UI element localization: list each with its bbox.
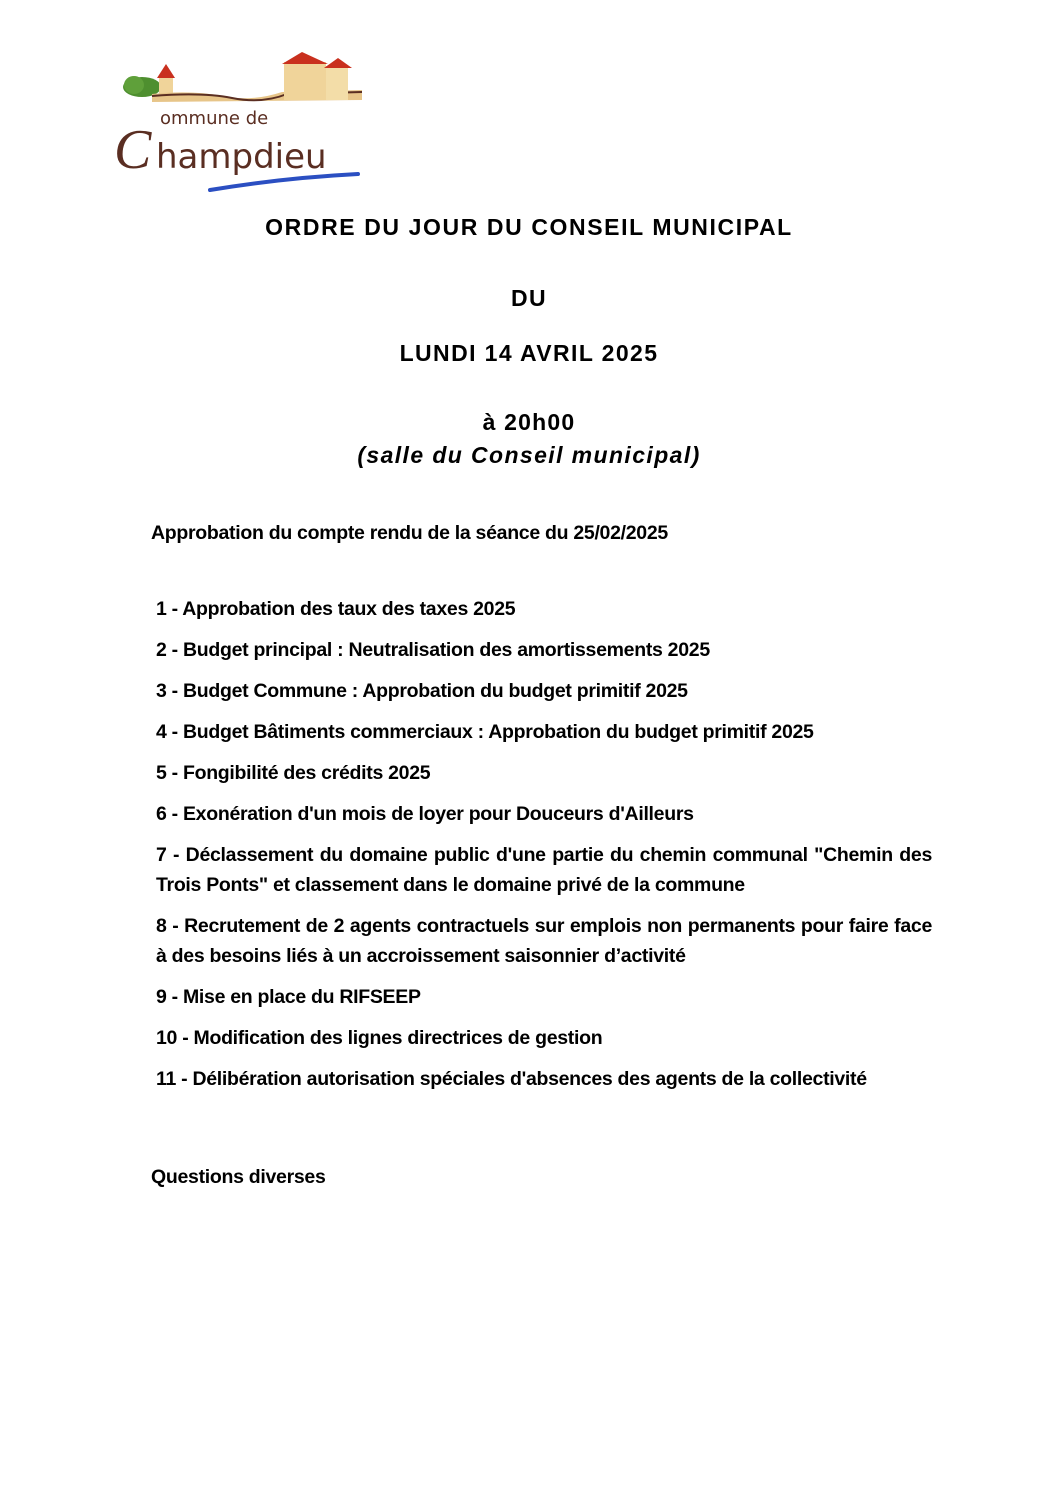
agenda-item: 7 - Déclassement du domaine public d'une partie du chemin communal "Chemin des Trois Ponts" et classement dans le domaine privé de la commune xyxy=(156,844,932,896)
agenda-item: 1 - Approbation des taux des taxes 2025 xyxy=(156,598,516,620)
agenda-list xyxy=(156,594,932,1105)
church-roof-icon xyxy=(157,64,175,78)
logo-initial: C xyxy=(114,119,152,181)
agenda-item: 2 - Budget principal : Neutralisation des amortissements 2025 xyxy=(156,639,710,661)
agenda-item: 11 - Délibération autorisation spéciales d'absences des agents de la collectivité xyxy=(156,1068,867,1090)
castle-roof-icon xyxy=(282,52,328,64)
meeting-time: à 20h00 xyxy=(482,409,576,435)
agenda-item: 9 - Mise en place du RIFSEEP xyxy=(156,986,421,1008)
agenda-item: 5 - Fongibilité des crédits 2025 xyxy=(156,762,431,784)
castle-tower-icon xyxy=(326,66,348,100)
champdieu-logo-image xyxy=(112,52,367,197)
agenda-item: 3 - Budget Commune : Approbation du budget primitif 2025 xyxy=(156,680,688,702)
agenda-item: 6 - Exonération d'un mois de loyer pour Douceurs d'Ailleurs xyxy=(156,803,694,825)
title-du: DU xyxy=(510,285,548,311)
agenda-item: 8 - Recrutement de 2 agents contractuels sur emplois non permanents pour faire face à des besoins liés à un accroissement saisonnier d’activité xyxy=(156,915,932,967)
meeting-location: (salle du Conseil municipal) xyxy=(357,442,701,468)
commune-logo xyxy=(112,52,367,197)
minutes-approval: Approbation du compte rendu de la séance du 25/02/2025 xyxy=(151,522,668,544)
meeting-date: LUNDI 14 AVRIL 2025 xyxy=(399,340,659,366)
logo-line1: ommune de xyxy=(160,108,269,129)
agenda-item: 4 - Budget Bâtiments commerciaux : Approbation du budget primitif 2025 xyxy=(156,721,814,743)
document-title: ORDRE DU JOUR DU CONSEIL MUNICIPAL xyxy=(265,214,793,240)
questions-diverses: Questions diverses xyxy=(151,1166,326,1188)
tree-foliage-icon xyxy=(124,76,144,94)
logo-line2: hampdieu xyxy=(156,137,327,177)
castle-icon xyxy=(284,62,326,100)
castle-tower-roof-icon xyxy=(324,58,352,68)
agenda-item: 10 - Modification des lignes directrices de gestion xyxy=(156,1027,603,1049)
